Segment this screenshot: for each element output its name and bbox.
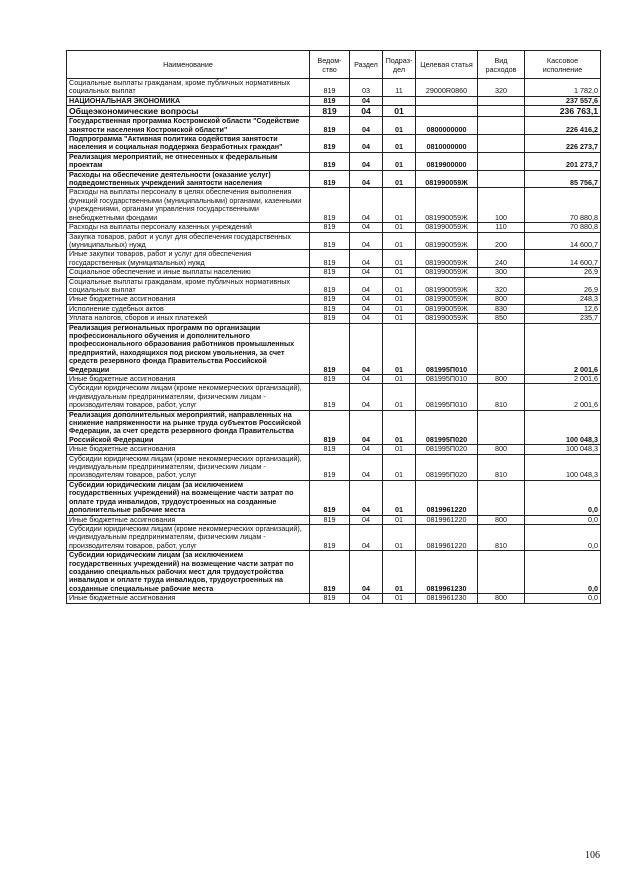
table-row: [67, 223, 601, 232]
table-row: [67, 410, 601, 445]
cell-vedomstvo: 819: [310, 135, 350, 153]
cell-name: Реализация региональных программ по организации профессионального обучения и дополнительного профессионального образования работников промышленных предприятий, находящихся под риском увольнения, за счет средств резервного фонда Правительства Российской Федерации: [67, 323, 310, 374]
cell-name: Социальные выплаты гражданам, кроме публичных нормативных социальных выплат: [67, 277, 310, 295]
cell-vedomstvo: 819: [310, 96, 350, 105]
cell-vid-rashodov: 320: [478, 277, 525, 295]
cell-vedomstvo: 819: [310, 410, 350, 445]
cell-razdel: 04: [350, 135, 383, 153]
cell-razdel: 04: [350, 304, 383, 313]
cell-vid-rashodov: 800: [478, 445, 525, 454]
cell-vedomstvo: 819: [310, 232, 350, 250]
table-body: [67, 79, 601, 604]
cell-podrazdel: 01: [383, 117, 416, 135]
cell-razdel: 04: [350, 480, 383, 515]
cell-name: Субсидии юридическим лицам (кроме некоммерческих организаций), индивидуальным предпринимателям, физическим лицам - производителям товаров, работ, услуг: [67, 454, 310, 480]
cell-name: Иные бюджетные ассигнования: [67, 515, 310, 524]
cell-kassovoe-ispolnenie: 201 273,7: [525, 152, 601, 170]
cell-vedomstvo: 819: [310, 480, 350, 515]
cell-razdel: 04: [350, 106, 383, 117]
cell-celevaya-statya: 29000R0860: [416, 79, 478, 97]
cell-razdel: 04: [350, 515, 383, 524]
cell-name: Субсидии юридическим лицам (кроме некоммерческих организаций), индивидуальным предпринимателям, физическим лицам - производителям товаров, работ, услуг: [67, 384, 310, 410]
cell-razdel: 04: [350, 152, 383, 170]
header-vedomstvo: Ведом-ство: [310, 51, 350, 79]
table-row: [67, 594, 601, 603]
cell-kassovoe-ispolnenie: 0,0: [525, 551, 601, 594]
cell-razdel: 03: [350, 79, 383, 97]
cell-kassovoe-ispolnenie: 12,6: [525, 304, 601, 313]
table-row: [67, 323, 601, 374]
cell-name: Общеэкономические вопросы: [67, 106, 310, 117]
cell-celevaya-statya: 0819961220: [416, 480, 478, 515]
table-row: [67, 170, 601, 188]
cell-name: Государственная программа Костромской области "Содействие занятости населения Костромской области": [67, 117, 310, 135]
cell-celevaya-statya: 0819961230: [416, 594, 478, 603]
cell-celevaya-statya: 081995П020: [416, 445, 478, 454]
cell-kassovoe-ispolnenie: 235,7: [525, 314, 601, 323]
cell-razdel: 04: [350, 594, 383, 603]
page-number: 106: [585, 850, 600, 861]
cell-vid-rashodov: [478, 152, 525, 170]
cell-vid-rashodov: 240: [478, 250, 525, 268]
table-row: [67, 232, 601, 250]
cell-vid-rashodov: 810: [478, 524, 525, 550]
cell-celevaya-statya: 081995П020: [416, 410, 478, 445]
table-row: [67, 384, 601, 410]
cell-celevaya-statya: 081990059Ж: [416, 268, 478, 277]
cell-kassovoe-ispolnenie: 237 557,6: [525, 96, 601, 105]
cell-kassovoe-ispolnenie: 70 880,8: [525, 223, 601, 232]
cell-vid-rashodov: [478, 323, 525, 374]
cell-name: Иные бюджетные ассигнования: [67, 375, 310, 384]
cell-name: Иные бюджетные ассигнования: [67, 445, 310, 454]
table-row: [67, 277, 601, 295]
cell-name: Иные бюджетные ассигнования: [67, 295, 310, 304]
cell-kassovoe-ispolnenie: 14 600,7: [525, 232, 601, 250]
cell-podrazdel: 01: [383, 594, 416, 603]
cell-kassovoe-ispolnenie: 2 001,6: [525, 375, 601, 384]
cell-name: Расходы на выплаты персоналу казенных учреждений: [67, 223, 310, 232]
cell-razdel: 04: [350, 188, 383, 223]
cell-razdel: 04: [350, 445, 383, 454]
cell-razdel: 04: [350, 375, 383, 384]
table-row: [67, 117, 601, 135]
header-kassovoe-ispolnenie: Кассовое исполнение: [525, 51, 601, 79]
table-row: [67, 152, 601, 170]
cell-celevaya-statya: 081990059Ж: [416, 277, 478, 295]
budget-execution-table: [66, 50, 601, 604]
cell-podrazdel: 01: [383, 323, 416, 374]
cell-vid-rashodov: [478, 170, 525, 188]
cell-celevaya-statya: 081990059Ж: [416, 314, 478, 323]
table-row: [67, 79, 601, 97]
cell-celevaya-statya: 081995П010: [416, 323, 478, 374]
cell-podrazdel: 01: [383, 223, 416, 232]
cell-kassovoe-ispolnenie: 236 763,1: [525, 106, 601, 117]
header-vid-rashodov: Вид расходов: [478, 51, 525, 79]
table-row: [67, 454, 601, 480]
cell-vedomstvo: 819: [310, 594, 350, 603]
header-name: Наименование: [67, 51, 310, 79]
table-row: [67, 445, 601, 454]
cell-vid-rashodov: [478, 96, 525, 105]
cell-kassovoe-ispolnenie: 248,3: [525, 295, 601, 304]
cell-vedomstvo: 819: [310, 551, 350, 594]
cell-vedomstvo: 819: [310, 515, 350, 524]
cell-kassovoe-ispolnenie: 100 048,3: [525, 410, 601, 445]
cell-vedomstvo: 819: [310, 79, 350, 97]
header-celevaya-statya: Целевая статья: [416, 51, 478, 79]
header-razdel: Раздел: [350, 51, 383, 79]
cell-razdel: 04: [350, 96, 383, 105]
cell-celevaya-statya: 0819961230: [416, 551, 478, 594]
cell-name: Социальное обеспечение и иные выплаты населению: [67, 268, 310, 277]
cell-podrazdel: 01: [383, 152, 416, 170]
cell-razdel: 04: [350, 223, 383, 232]
cell-vid-rashodov: 800: [478, 375, 525, 384]
cell-kassovoe-ispolnenie: 2 001,6: [525, 323, 601, 374]
cell-vedomstvo: 819: [310, 524, 350, 550]
table-row: [67, 524, 601, 550]
cell-vedomstvo: 819: [310, 250, 350, 268]
cell-razdel: 04: [350, 170, 383, 188]
cell-kassovoe-ispolnenie: 26,9: [525, 268, 601, 277]
table-row: [67, 480, 601, 515]
cell-podrazdel: 01: [383, 277, 416, 295]
cell-podrazdel: 01: [383, 135, 416, 153]
cell-podrazdel: 01: [383, 232, 416, 250]
cell-podrazdel: 01: [383, 375, 416, 384]
table-row: [67, 268, 601, 277]
cell-vid-rashodov: 800: [478, 515, 525, 524]
cell-razdel: 04: [350, 410, 383, 445]
cell-vedomstvo: 819: [310, 106, 350, 117]
cell-podrazdel: 01: [383, 106, 416, 117]
budget-table-sheet: [66, 50, 600, 604]
cell-podrazdel: 01: [383, 445, 416, 454]
cell-podrazdel: 01: [383, 268, 416, 277]
cell-vid-rashodov: 800: [478, 295, 525, 304]
header-podrazdel: Подраз-дел: [383, 51, 416, 79]
cell-kassovoe-ispolnenie: 1 782,0: [525, 79, 601, 97]
cell-name: Закупка товаров, работ и услуг для обеспечения государственных (муниципальных) нужд: [67, 232, 310, 250]
cell-celevaya-statya: 081990059Ж: [416, 223, 478, 232]
cell-vid-rashodov: 810: [478, 454, 525, 480]
cell-celevaya-statya: 0819900000: [416, 152, 478, 170]
cell-name: Субсидии юридическим лицам (кроме некоммерческих организаций), индивидуальным предпринимателям, физическим лицам - производителям товаров, работ, услуг: [67, 524, 310, 550]
cell-vid-rashodov: [478, 117, 525, 135]
cell-podrazdel: 01: [383, 551, 416, 594]
cell-kassovoe-ispolnenie: 26,9: [525, 277, 601, 295]
cell-vid-rashodov: 320: [478, 79, 525, 97]
cell-vid-rashodov: 810: [478, 384, 525, 410]
cell-vedomstvo: 819: [310, 277, 350, 295]
cell-name: Реализация дополнительных мероприятий, направленных на снижение напряженности на рынке труда субъектов Российской Федерации, за счет средств резервного фонда Правительства Российской Федерации: [67, 410, 310, 445]
table-row: [67, 96, 601, 105]
table-row: [67, 135, 601, 153]
cell-celevaya-statya: 081995П020: [416, 454, 478, 480]
table-row: [67, 551, 601, 594]
cell-name: Расходы на обеспечение деятельности (оказание услуг) подведомственных учреждений занятости населения: [67, 170, 310, 188]
cell-vid-rashodov: 100: [478, 188, 525, 223]
cell-vedomstvo: 819: [310, 454, 350, 480]
cell-celevaya-statya: 0819961220: [416, 524, 478, 550]
cell-razdel: 04: [350, 384, 383, 410]
cell-celevaya-statya: 0800000000: [416, 117, 478, 135]
cell-razdel: 04: [350, 117, 383, 135]
cell-celevaya-statya: [416, 106, 478, 117]
cell-name: Иные закупки товаров, работ и услуг для обеспечения государственных (муниципальных) нужд: [67, 250, 310, 268]
cell-razdel: 04: [350, 268, 383, 277]
cell-podrazdel: 01: [383, 188, 416, 223]
cell-razdel: 04: [350, 277, 383, 295]
cell-podrazdel: 01: [383, 170, 416, 188]
cell-razdel: 04: [350, 524, 383, 550]
cell-podrazdel: 01: [383, 454, 416, 480]
cell-vid-rashodov: [478, 135, 525, 153]
cell-vid-rashodov: 850: [478, 314, 525, 323]
cell-vid-rashodov: [478, 480, 525, 515]
table-row: [67, 106, 601, 117]
cell-vedomstvo: 819: [310, 117, 350, 135]
cell-kassovoe-ispolnenie: 226 416,2: [525, 117, 601, 135]
cell-vid-rashodov: 830: [478, 304, 525, 313]
cell-podrazdel: 01: [383, 524, 416, 550]
cell-kassovoe-ispolnenie: 2 001,6: [525, 384, 601, 410]
table-row: [67, 250, 601, 268]
cell-podrazdel: 01: [383, 314, 416, 323]
cell-kassovoe-ispolnenie: 14 600,7: [525, 250, 601, 268]
cell-kassovoe-ispolnenie: 70 880,8: [525, 188, 601, 223]
cell-celevaya-statya: 0819961220: [416, 515, 478, 524]
cell-razdel: 04: [350, 295, 383, 304]
cell-vedomstvo: 819: [310, 152, 350, 170]
cell-kassovoe-ispolnenie: 100 048,3: [525, 445, 601, 454]
cell-razdel: 04: [350, 314, 383, 323]
cell-kassovoe-ispolnenie: 226 273,7: [525, 135, 601, 153]
table-row: [67, 188, 601, 223]
cell-kassovoe-ispolnenie: 0,0: [525, 594, 601, 603]
cell-vid-rashodov: [478, 106, 525, 117]
table-row: [67, 515, 601, 524]
cell-podrazdel: 01: [383, 515, 416, 524]
cell-celevaya-statya: 0810000000: [416, 135, 478, 153]
cell-vid-rashodov: [478, 410, 525, 445]
cell-podrazdel: 01: [383, 250, 416, 268]
cell-vid-rashodov: [478, 551, 525, 594]
cell-celevaya-statya: 081990059Ж: [416, 232, 478, 250]
cell-vedomstvo: 819: [310, 170, 350, 188]
table-row: [67, 314, 601, 323]
cell-razdel: 04: [350, 323, 383, 374]
cell-vid-rashodov: 300: [478, 268, 525, 277]
cell-name: НАЦИОНАЛЬНАЯ ЭКОНОМИКА: [67, 96, 310, 105]
cell-podrazdel: 01: [383, 480, 416, 515]
cell-podrazdel: 01: [383, 384, 416, 410]
cell-celevaya-statya: 081995П010: [416, 384, 478, 410]
cell-name: Иные бюджетные ассигнования: [67, 594, 310, 603]
cell-vedomstvo: 819: [310, 295, 350, 304]
cell-vedomstvo: 819: [310, 375, 350, 384]
cell-name: Расходы на выплаты персоналу в целях обеспечения выполнения функций государственными (муниципальными) органами, казенными учреждениями, органами управления государственными внебюджетными фондами: [67, 188, 310, 223]
cell-vid-rashodov: 800: [478, 594, 525, 603]
cell-kassovoe-ispolnenie: 85 756,7: [525, 170, 601, 188]
table-header-row: [67, 51, 601, 79]
cell-celevaya-statya: 081990059Ж: [416, 170, 478, 188]
cell-podrazdel: 01: [383, 304, 416, 313]
cell-celevaya-statya: 081990059Ж: [416, 304, 478, 313]
cell-podrazdel: 11: [383, 79, 416, 97]
cell-name: Уплата налогов, сборов и иных платежей: [67, 314, 310, 323]
cell-celevaya-statya: [416, 96, 478, 105]
cell-razdel: 04: [350, 232, 383, 250]
cell-podrazdel: 01: [383, 295, 416, 304]
cell-vedomstvo: 819: [310, 314, 350, 323]
cell-vid-rashodov: 110: [478, 223, 525, 232]
cell-podrazdel: 01: [383, 410, 416, 445]
cell-vedomstvo: 819: [310, 223, 350, 232]
cell-kassovoe-ispolnenie: 0,0: [525, 480, 601, 515]
cell-celevaya-statya: 081990059Ж: [416, 250, 478, 268]
cell-name: Субсидии юридическим лицам (за исключением государственных учреждений) на возмещение части затрат по оплате труда инвалидов, трудоустроенных на созданные дополнительные рабочие места: [67, 480, 310, 515]
cell-razdel: 04: [350, 551, 383, 594]
cell-vedomstvo: 819: [310, 304, 350, 313]
cell-razdel: 04: [350, 250, 383, 268]
cell-celevaya-statya: 081995П010: [416, 375, 478, 384]
cell-vedomstvo: 819: [310, 384, 350, 410]
cell-celevaya-statya: 081990059Ж: [416, 188, 478, 223]
cell-vedomstvo: 819: [310, 323, 350, 374]
cell-name: Реализация мероприятий, не отнесенных к федеральным проектам: [67, 152, 310, 170]
cell-vid-rashodov: 200: [478, 232, 525, 250]
cell-celevaya-statya: 081990059Ж: [416, 295, 478, 304]
cell-name: Исполнение судебных актов: [67, 304, 310, 313]
cell-kassovoe-ispolnenie: 0,0: [525, 515, 601, 524]
cell-vedomstvo: 819: [310, 445, 350, 454]
cell-razdel: 04: [350, 454, 383, 480]
cell-name: Подпрограмма "Активная политика содействия занятости населения и социальная поддержка безработных граждан": [67, 135, 310, 153]
cell-name: Социальные выплаты гражданам, кроме публичных нормативных социальных выплат: [67, 79, 310, 97]
cell-vedomstvo: 819: [310, 268, 350, 277]
cell-podrazdel: [383, 96, 416, 105]
cell-kassovoe-ispolnenie: 0,0: [525, 524, 601, 550]
table-row: [67, 295, 601, 304]
cell-name: Субсидии юридическим лицам (за исключением государственных учреждений) на возмещение части затрат по созданию специальных рабочих мест для трудоустройства инвалидов и оплате труда инвалидов, трудоустроенных на созданные специальные рабочие места: [67, 551, 310, 594]
cell-vedomstvo: 819: [310, 188, 350, 223]
cell-kassovoe-ispolnenie: 100 048,3: [525, 454, 601, 480]
